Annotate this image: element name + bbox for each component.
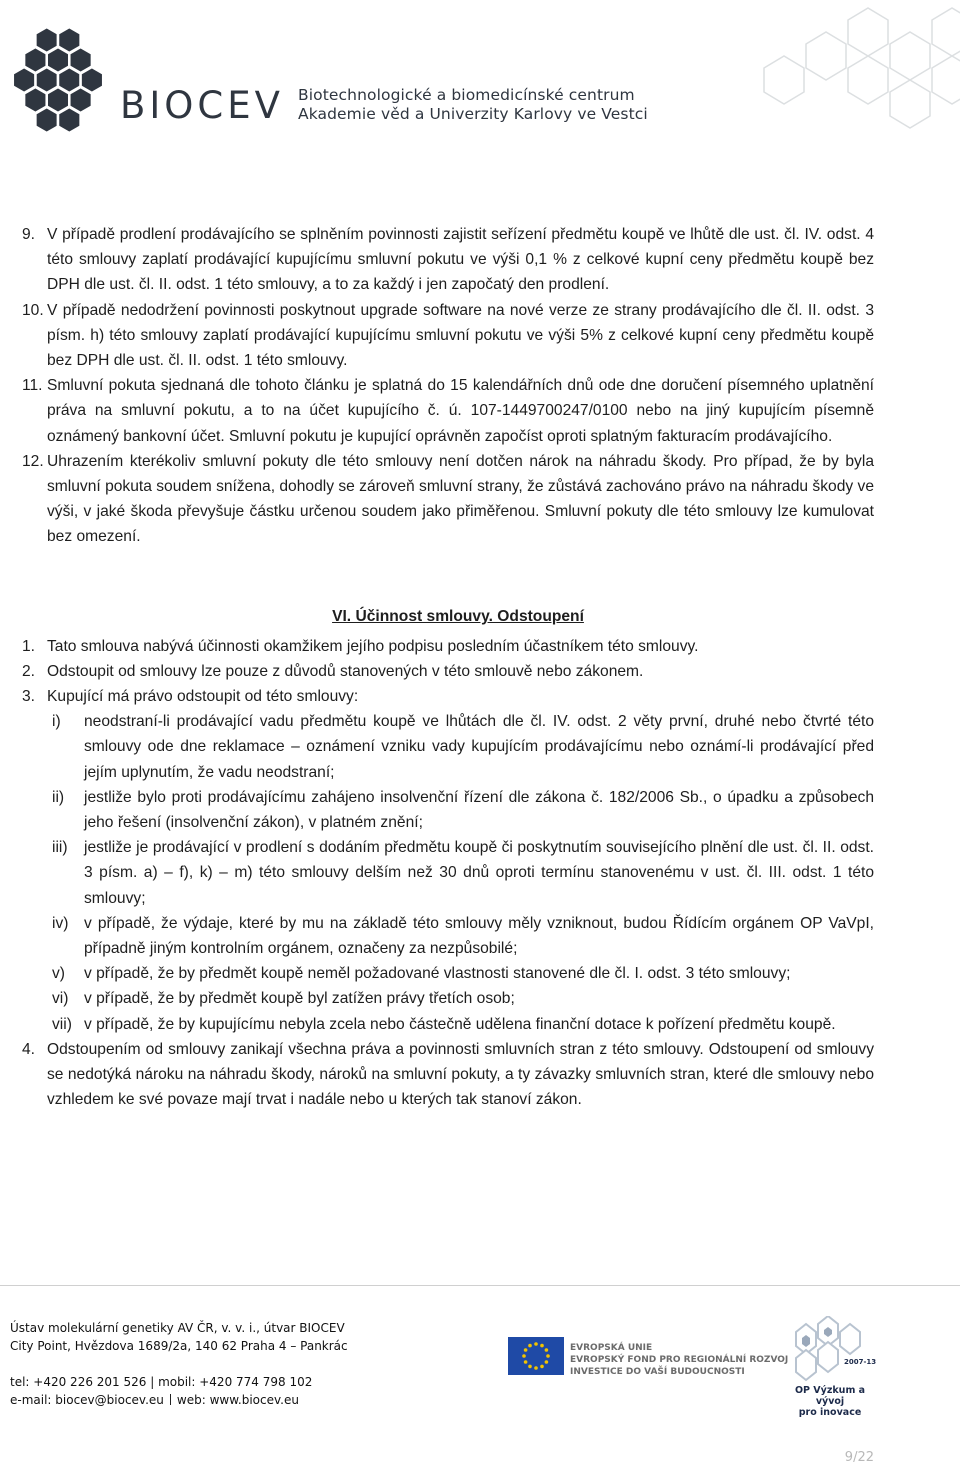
subclause-vii: vii) v případě, že by kupujícímu nebyla zcela nebo částečně udělena finanční dotace k pořízení předmětu koupě. <box>52 1015 836 1033</box>
op-year: 2007-13 <box>844 1358 877 1366</box>
eu-label: EVROPSKÁ UNIE EVROPSKÝ FOND PRO REGIONÁLNÍ ROZVOJ INVESTICE DO VAŠÍ BUDOUCNOSTI <box>570 1343 789 1377</box>
section-clause-4: 4. Odstoupením od smlouvy zanikají všechna práva a povinnosti smluvních stran z této smlouvy. Odstoupení od smlouvy se nedotýká nároku na náhradu škody, nároků na smluvní pokuty, a ty závazky smluvních stran, které dle smlouvy nebo vzhledem ke své povaze mají trvat i nadále nebo u kterých tak stanoví zákon. <box>22 1040 874 1109</box>
brand-name: BIOCEV <box>120 84 284 127</box>
subclause-i: i) neodstraní-li prodávající vadu předmětu koupě ve lhůtách dle čl. IV. odst. 2 věty první, druhé nebo čtvrté této smlouvy ode dne reklamace – oznámení vzniku vady kupujícím prodávajícímu nebo oznámí-li prodávající před jejím uplynutím, že vadu neodstraní; <box>52 713 874 781</box>
section-clause-3: 3. Kupující má právo odstoupit od této smlouvy: <box>22 688 359 706</box>
subclause-iii: iii) jestliže je prodávající v prodlení s dodáním předmětu koupě či poskytnutím souvisejícího plnění dle ust. čl. II. odst. 3 písm. a) – f), k) – m) této smlouvy delším než 30 dnů oproti termínu stanovenému v ust. čl. III. odst. 1 této smlouvy; <box>52 839 874 907</box>
section-title: VI. Účinnost smlouvy. Odstoupení <box>332 607 584 625</box>
footer-phones: tel: +420 226 201 526 | mobil: +420 774 798 102 <box>10 1375 313 1389</box>
footer-address: City Point, Hvězdova 1689/2a, 140 62 Praha 4 – Pankrác <box>10 1338 348 1353</box>
institution-line-2: Akademie věd a Univerzity Karlovy ve Vestci <box>298 105 648 123</box>
op-label: OP Výzkum a vývoj pro inovace <box>794 1385 866 1418</box>
footer-divider <box>0 1285 960 1286</box>
footer-contact <box>10 1320 348 1409</box>
page-number: 9/22 <box>844 1450 874 1465</box>
op-vyzkum-logo-icon <box>782 1316 878 1382</box>
subclause-iv: iv) v případě, že výdaje, které by mu na základě této smlouvy měly vzniknout, budou Řídícím orgánem OP VaVpI, případně jiným kontrolním orgánem, označeny za nezpůsobilé; <box>52 914 874 958</box>
clause-12: 12. Uhrazením kterékoliv smluvní pokuty dle této smlouvy není dotčen nárok na náhradu škody. Pro případ, že by byla smluvní pokuta soudem snížena, dohodly se zároveň smluvní strany, že zůstává zachováno právo na náhradu škody ve výši, v jaké škoda převyšuje částku určenou soudem jako přiměřenou. Smluvní pokuty dle této smlouvy lze kumulovat bez omezení. <box>22 452 874 546</box>
clause-11: 11. Smluvní pokuta sjednaná dle tohoto článku je splatná do 15 kalendářních dnů ode dne doručení písemného uplatnění práva na smluvní pokutu, a to na účet kupujícího č. ú. 107-1449700247/0100 nebo na jiný kupujícím písemně oznámený bankovní účet. Smluvní pokutu je kupující oprávněn započíst oproti splatným fakturacím prodávajícího. <box>22 377 874 445</box>
eu-flag-icon <box>508 1337 564 1375</box>
document-body <box>22 222 874 1113</box>
subclause-vi: vi) v případě, že by předmět koupě byl zatížen právy třetích osob; <box>52 990 515 1008</box>
footer-org: Ústav molekulární genetiky AV ČR, v. v. i., útvar BIOCEV <box>10 1321 345 1335</box>
clause-10: 10. V případě nedodržení povinnosti poskytnout upgrade software na nové verze ze strany prodávajícího dle čl. II. odst. 3 písm. h) této smlouvy zaplatí prodávající kupujícímu smluvní pokutu ve výši 5% z celkové kupní ceny předmětu koupě bez DPH dle ust. čl. II. odst. 1 této smlouvy. <box>22 301 874 370</box>
institution-name <box>298 86 648 124</box>
footer-email: e-mail: biocev@biocev.eu <box>10 1392 164 1407</box>
footer-web: web: www.biocev.eu <box>176 1392 299 1407</box>
footer-email-web <box>10 1392 348 1410</box>
section-clause-1: 1. Tato smlouva nabývá účinnosti okamžikem jejího podpisu posledním účastníkem této smlouvy. <box>22 637 699 655</box>
subclause-ii: ii) jestliže bylo proti prodávajícímu zahájeno insolvenční řízení dle zákona č. 182/2006 Sb., o úpadku a způsobech jeho řešení (insolvenční zákon), v platném znění; <box>52 788 874 832</box>
subclause-v: v) v případě, že by předmět koupě neměl požadované vlastnosti stanovené dle čl. I. odst. 3 této smlouvy; <box>52 965 791 983</box>
page-header <box>0 0 960 175</box>
clause-9: 9. V případě prodlení prodávajícího se splněním povinnosti zajistit seřízení předmětu koupě ve lhůtě dle ust. čl. IV. odst. 4 této smlouvy zaplatí prodávající kupujícímu smluvní pokutu ve výši 0,1 % z celkové kupní ceny předmětu koupě bez DPH dle ust. čl. II. odst. 1 této smlouvy, a to za každý i jen započatý den prodlení. <box>22 226 874 294</box>
institution-line-1: Biotechnologické a biomedicínské centrum <box>298 86 635 104</box>
section-clause-2: 2. Odstoupit od smlouvy lze pouze z důvodů stanovených v této smlouvě nebo zákonem. <box>22 662 644 680</box>
